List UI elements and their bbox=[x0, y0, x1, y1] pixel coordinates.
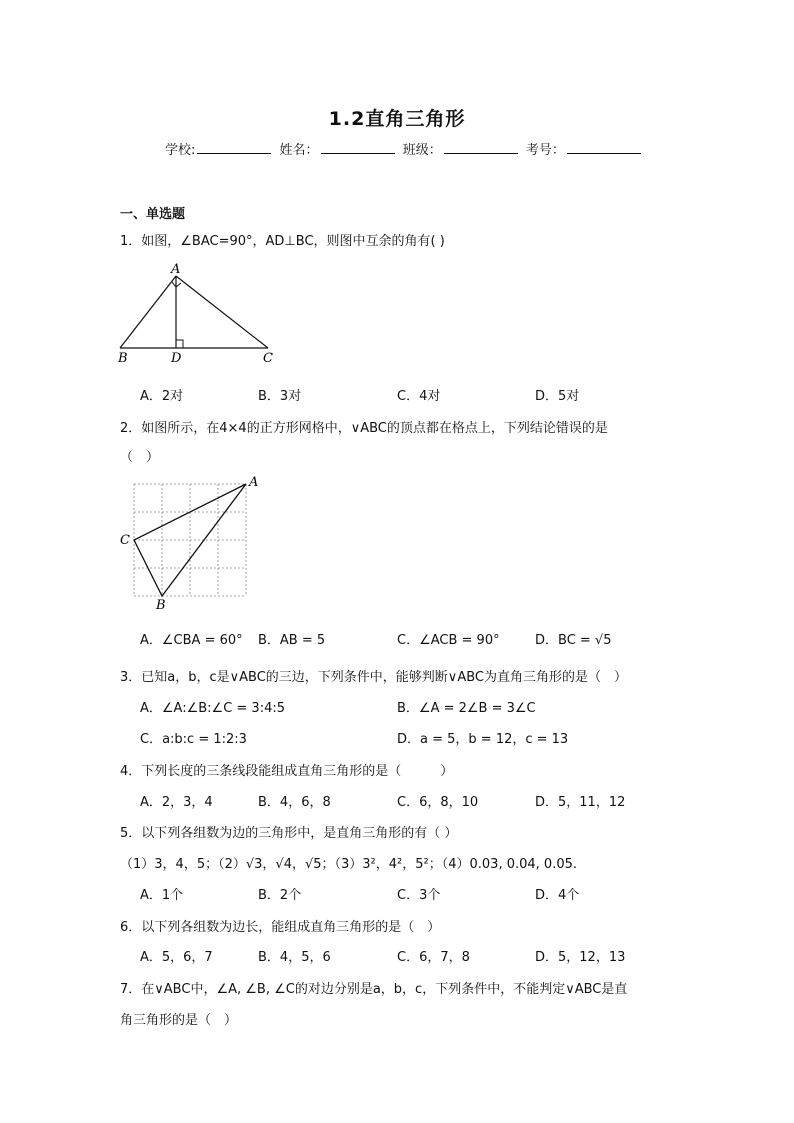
number-label: 考号： bbox=[525, 143, 565, 158]
q1-option-d[interactable]: D．5对 bbox=[535, 389, 580, 404]
school-blank[interactable] bbox=[197, 141, 271, 154]
question-5-sub: （1）3，4，5；（2）√3，√4，√5；（3）3²，4²，5²；（4）0.03, 0.04, 0.05. bbox=[120, 857, 578, 872]
question-2-stem: 2．如图所示，在4×4的正方形网格中，∨ABC的顶点都在格点上，下列结论错误的是 bbox=[120, 421, 608, 436]
q1-option-a[interactable]: A．2对 bbox=[140, 389, 184, 404]
q3-option-d[interactable]: D．a = 5，b = 12，c = 13 bbox=[397, 732, 569, 747]
q4-option-c[interactable]: C．6，8，10 bbox=[397, 795, 479, 810]
q2-option-b[interactable]: B．AB = 5 bbox=[258, 633, 326, 648]
q1-label-d: D bbox=[171, 351, 182, 366]
name-label: 姓名： bbox=[279, 143, 319, 158]
q1-option-c[interactable]: C．4对 bbox=[397, 389, 441, 404]
page-title: 1.2直角三角形 bbox=[328, 108, 466, 130]
q1-label-b: B bbox=[118, 351, 128, 366]
question-1-figure bbox=[110, 258, 290, 368]
q4-option-d[interactable]: D．5，11，12 bbox=[535, 795, 626, 810]
q3-option-c[interactable]: C．a:b:c = 1:2:3 bbox=[140, 732, 247, 747]
q5-option-b[interactable]: B．2个 bbox=[258, 888, 302, 903]
q2-option-a[interactable]: A．∠CBA = 60° bbox=[140, 633, 243, 648]
q6-option-d[interactable]: D．5，12，13 bbox=[535, 950, 626, 965]
question-2-figure bbox=[115, 474, 265, 614]
q1-label-a: A bbox=[171, 262, 181, 277]
section-heading: 一、单选题 bbox=[120, 207, 186, 222]
question-1-stem: 1．如图，∠BAC=90°，AD⊥BC，则图中互余的角有( ) bbox=[120, 234, 445, 249]
question-3-stem: 3．已知a，b，c是∨ABC的三边，下列条件中，能够判断∨ABC为直角三角形的是（ ） bbox=[120, 670, 627, 685]
q3-option-a[interactable]: A．∠A:∠B:∠C = 3:4:5 bbox=[140, 701, 286, 716]
number-blank[interactable] bbox=[567, 141, 641, 154]
question-7-stem-cont: 角三角形的是（ ） bbox=[120, 1013, 238, 1028]
question-2-paren: （ ） bbox=[120, 450, 160, 465]
q2-option-c[interactable]: C．∠ACB = 90° bbox=[397, 633, 500, 648]
school-label: 学校: bbox=[165, 143, 196, 158]
q4-option-a[interactable]: A．2，3，4 bbox=[140, 795, 213, 810]
q4-option-b[interactable]: B．4，6，8 bbox=[258, 795, 331, 810]
q5-option-a[interactable]: A．1个 bbox=[140, 888, 184, 903]
question-7-stem: 7．在∨ABC中，∠A, ∠B, ∠C的对边分别是a，b，c，下列条件中，不能判定∨ABC是直 bbox=[120, 982, 628, 997]
q2-label-a: A bbox=[249, 475, 259, 490]
question-5-stem: 5．以下列各组数为边的三角形中，是直角三角形的有（ ） bbox=[120, 826, 458, 841]
q3-option-b[interactable]: B．∠A = 2∠B = 3∠C bbox=[397, 701, 536, 716]
q2-option-d[interactable]: D．BC = √5 bbox=[535, 633, 612, 648]
student-info-line bbox=[165, 139, 645, 158]
q6-option-a[interactable]: A．5，6，7 bbox=[140, 950, 213, 965]
q2-label-c: C bbox=[120, 533, 130, 548]
q1-option-b[interactable]: B．3对 bbox=[258, 389, 302, 404]
q2-label-b: B bbox=[156, 598, 166, 613]
question-6-stem: 6．以下列各组数为边长，能组成直角三角形的是（ ） bbox=[120, 920, 441, 935]
q6-option-b[interactable]: B．4，5，6 bbox=[258, 950, 331, 965]
name-blank[interactable] bbox=[321, 141, 395, 154]
class-label: 班级： bbox=[402, 143, 442, 158]
question-4-stem: 4．下列长度的三条线段能组成直角三角形的是（ ） bbox=[120, 764, 454, 779]
class-blank[interactable] bbox=[444, 141, 518, 154]
q1-label-c: C bbox=[263, 351, 273, 366]
q5-option-c[interactable]: C．3个 bbox=[397, 888, 441, 903]
q5-option-d[interactable]: D．4个 bbox=[535, 888, 580, 903]
q6-option-c[interactable]: C．6，7，8 bbox=[397, 950, 470, 965]
